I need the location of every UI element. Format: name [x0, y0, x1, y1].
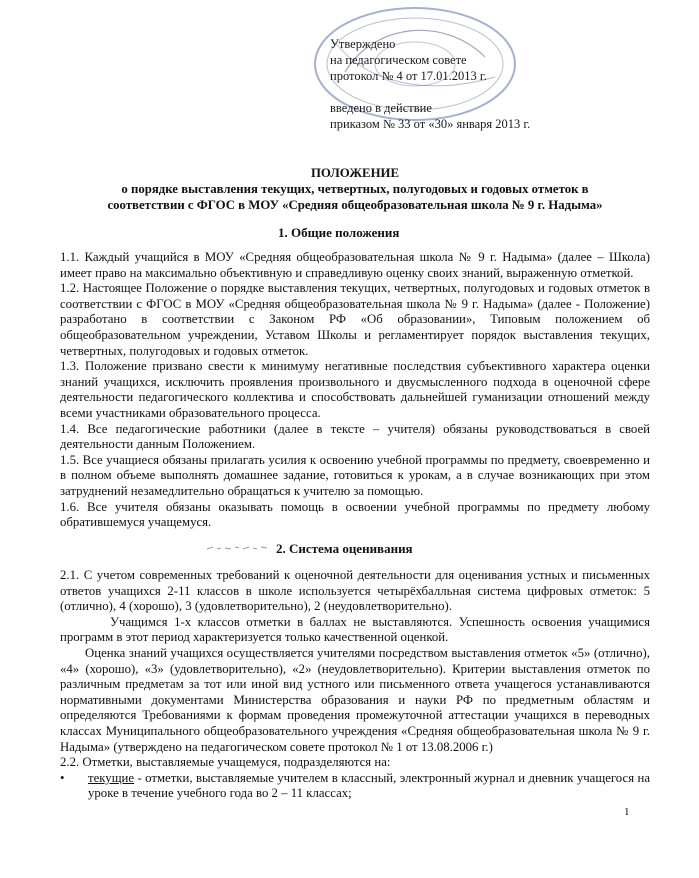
approval-block [330, 36, 660, 132]
section-2-body [60, 568, 650, 802]
paragraph-1-4: 1.4. Все педагогические работники (далее в тексте – учителя) обязаны руководствоваться в своей деятельности данным Положением. [60, 421, 650, 452]
scan-artifact [205, 542, 275, 554]
bullet-text: - отметки, выставляемые учителем в классный, электронный журнал и дневник учащегося на уроке в течение учебного года во 2 – 11 классах; [88, 770, 650, 801]
paragraph-2-2: 2.2. Отметки, выставляемые учащемуся, подразделяются на: [60, 755, 391, 770]
bullet-term: текущие [88, 770, 135, 785]
paragraph-1-6: 1.6. Все учителя обязаны оказывать помощь в освоении учебной программы по предмету любому обратившемуся учащемуся. [60, 499, 650, 530]
bullet-mark: • [60, 770, 65, 785]
paragraph-1-1: 1.1. Каждый учащийся в МОУ «Средняя общеобразовательная школа № 9 г. Надыма» (далее – Школа) имеет право на максимально объективную и справедливую оценку своих знаний, выраженную отметкой. [60, 250, 650, 280]
bullet-content [88, 771, 650, 802]
title-heading: ПОЛОЖЕНИЕ [310, 166, 400, 180]
document-title [60, 165, 650, 213]
approval-line-2: на педагогическом совете [330, 53, 467, 67]
approval-line-4: введено в действие [330, 101, 432, 115]
paragraph-2-1-criteria: Оценка знаний учащихся осуществляется учителями посредством выставления отметок «5» (отлично), «4» (хорошо), «3» (удовлетворительно), «2» (неудовлетворительно). Критерии выставления отметок по различным предметам за тот или иной вид устного или письменного ответа учащегося устанавливаются нормативными документами Министерства образования и науки РФ по предметным областям и определяются Требованиями к формам проведения промежуточной аттестации учащихся в переводных классах Муниципального общеобразовательного учреждения «Средняя общеобразовательная школа № 9 г. Надыма» (утверждено на педагогическом совете протокол № 1 от 13.08.2006 г.) [60, 645, 650, 754]
list-item [60, 771, 650, 802]
title-line-1: о порядке выставления текущих, четвертных, полугодовых и годовых отметок в [121, 182, 589, 196]
section-1-body [60, 250, 650, 531]
section-2-heading: 2. Система оценивания [276, 541, 413, 556]
page-number: 1 [624, 806, 630, 818]
title-line-2: соответствии с ФГОС в МОУ «Средняя общеобразовательная школа № 9 г. Надыма» [107, 198, 603, 212]
paragraph-1-5: 1.5. Все учащиеся обязаны прилагать усилия к освоению учебной программы по предмету, своевременно и в полном объеме выполнять домашнее задание, готовиться к урокам, а в случае возникающих при этом затруднений незамедлительно обращаться к учителю за помощью. [60, 452, 650, 498]
approval-line-3: протокол № 4 от 17.01.2013 г. [330, 69, 487, 83]
paragraph-2-1: 2.1. С учетом современных требований к оценочной деятельности для оценивания устных и письменных ответов учащихся 2-11 классов в школе используется четырёхбалльная система цифровых отметок: 5 (отлично), 4 (хорошо), 3 (удовлетворительно), 2 (неудовлетворительно). [60, 568, 650, 614]
approval-line-5: приказом № 33 от «30» января 2013 г. [330, 117, 531, 131]
section-1-heading: 1. Общие положения [278, 225, 400, 240]
paragraph-2-1-note: Учащимся 1-х классов отметки в баллах не выставляются. Успешность освоения учащимися программ в этот период характеризуется только качественной оценкой. [60, 614, 650, 645]
paragraph-1-2: 1.2. Настоящее Положение о порядке выставления текущих, четвертных, полугодовых и годовых отметок в соответствии с ФГОС в МОУ «Средняя общеобразовательная школа № 9 г. Надыма» (далее - Положение) разработано в соответствии с Законом РФ «Об образовании», Типовым положением об общеобразовательном учреждении, Уставом Школы и регламентирует порядок выставления текущих, четвертных, полугодовых и годовых отметок. [60, 281, 650, 358]
approval-line-1: Утверждено [330, 37, 396, 51]
paragraph-1-3: 1.3. Положение призвано свести к минимуму негативные последствия субъективного характера оценки знаний учащихся, исключить проявления произвольного и двусмысленного подхода в оценочной сфере деятельности педагогического коллектива и способствовать дальнейшей гуманизации отношений между всеми участниками образовательного процесса. [60, 359, 650, 420]
